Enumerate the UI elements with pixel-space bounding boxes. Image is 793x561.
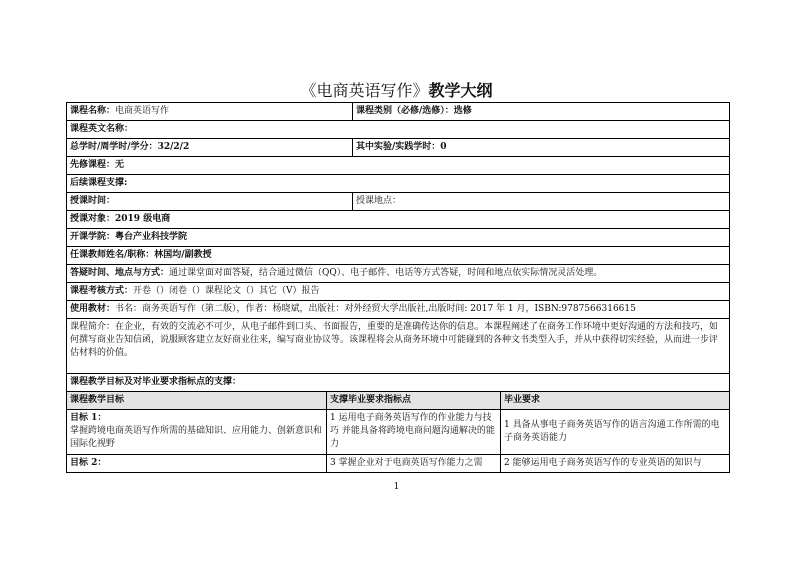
textbook-label: 使用教材： bbox=[70, 304, 116, 314]
audience-value: 2019 级电商 bbox=[115, 214, 171, 224]
row-textbook bbox=[67, 301, 730, 319]
course-intro: 课程简介：在企业，有效的交流必不可少，从电子邮件到口头、书面报告，重要的是准确传达你的信息。本课程阐述了在商务工作环境中更好沟通的方法和技巧，如何撰写商业告知信函，说服顾客建立友好商业往来，编写商业协议等。该课程将会从商务环境中可能碰到的各种文书类型入手，并从中获得切实经验，从而进一步评估材料的价值。 bbox=[70, 322, 719, 358]
table-row bbox=[67, 410, 730, 455]
exam-label: 课程考核方式： bbox=[70, 286, 134, 296]
lab-hours-value: 0 bbox=[440, 142, 447, 152]
indicator-text: 3 掌握企业对于电商英语写作能力之需 bbox=[330, 458, 483, 468]
title-course: 《电商英语写作》 bbox=[300, 81, 429, 100]
row-objectives-heading bbox=[67, 374, 730, 392]
row-hours bbox=[67, 139, 730, 157]
row-follow bbox=[67, 175, 730, 193]
time-label: 授课时间： bbox=[70, 196, 116, 206]
row-qa bbox=[67, 265, 730, 283]
row-english-name bbox=[67, 121, 730, 139]
course-type-value: 选修 bbox=[453, 106, 472, 116]
row-college bbox=[67, 229, 730, 247]
hours-label: 总学时/周学时/学分： bbox=[70, 142, 158, 152]
title-suffix: 教学大纲 bbox=[428, 81, 493, 100]
lab-hours-label: 其中实验/实践学时： bbox=[356, 142, 441, 152]
goal-text: 掌握跨境电商英语写作所需的基础知识、应用能力、创新意识和国际化视野 bbox=[70, 426, 323, 449]
goal-title: 目标 2： bbox=[70, 458, 107, 468]
prereq-label: 先修课程： bbox=[70, 160, 116, 170]
hours-value: 32/2/2 bbox=[157, 142, 190, 152]
page-number: 1 bbox=[393, 482, 400, 492]
teacher-value: 林国均/副教授 bbox=[154, 250, 212, 260]
col-header-requirement: 毕业要求 bbox=[504, 395, 541, 405]
col-header-indicator: 支撑毕业要求指标点 bbox=[330, 395, 412, 405]
indicator-text: 1 运用电子商务英语写作的作业能力与技巧 并能具备将跨境电商问题沟通解决的能力 bbox=[330, 413, 495, 449]
row-intro bbox=[67, 319, 730, 374]
textbook-value: 书名：商务英语写作（第二版），作者：杨晓斌，出版社：对外经贸大学出版社,出版时间: 2017 年 1 月，ISBN:9787566316615 bbox=[115, 304, 636, 314]
requirement-text: 2 能够运用电子商务英语写作的专业英语的知识与 bbox=[504, 458, 702, 468]
prereq-value: 无 bbox=[115, 160, 125, 170]
college-label: 开课学院： bbox=[70, 232, 116, 242]
row-time-place bbox=[67, 193, 730, 211]
row-teacher bbox=[67, 247, 730, 265]
place-label: 授课地点： bbox=[356, 196, 402, 206]
course-name-value: 电商英语写作 bbox=[115, 106, 170, 116]
exam-value: 开卷（）闭卷（）课程论文（）其它（V）报告 bbox=[133, 286, 320, 296]
teacher-label: 任课教师姓名/职称： bbox=[70, 250, 155, 260]
row-course-name bbox=[67, 103, 730, 121]
english-name-label: 课程英文名称： bbox=[70, 124, 134, 134]
college-value: 粤台产业科技学院 bbox=[115, 232, 188, 242]
qa-value: 通过课堂面对面答疑，结合通过微信（QQ）、电子邮件、电话等方式答疑，时间和地点依实际情况灵活处理。 bbox=[169, 268, 603, 278]
objectives-heading: 课程教学目标及对毕业要求指标点的支撑： bbox=[70, 377, 242, 387]
course-type-label: 课程类别（必修/选修）： bbox=[356, 106, 454, 116]
row-exam bbox=[67, 283, 730, 301]
table-row bbox=[67, 455, 730, 473]
row-audience bbox=[67, 211, 730, 229]
syllabus-table bbox=[66, 102, 730, 473]
row-prereq bbox=[67, 157, 730, 175]
audience-label: 授课对象： bbox=[70, 214, 116, 224]
objectives-header-row bbox=[67, 392, 730, 410]
page-title bbox=[0, 81, 793, 101]
goal-title: 目标 1： bbox=[70, 413, 107, 423]
follow-label: 后续课程支撑: bbox=[70, 178, 128, 188]
col-header-goal: 课程教学目标 bbox=[70, 395, 125, 405]
requirement-text: 1 具备从事电子商务英语写作的语言沟通工作所需的电子商务英语能力 bbox=[504, 420, 720, 443]
qa-label: 答疑时间、地点与方式： bbox=[70, 268, 170, 278]
course-name-label: 课程名称： bbox=[70, 106, 116, 116]
